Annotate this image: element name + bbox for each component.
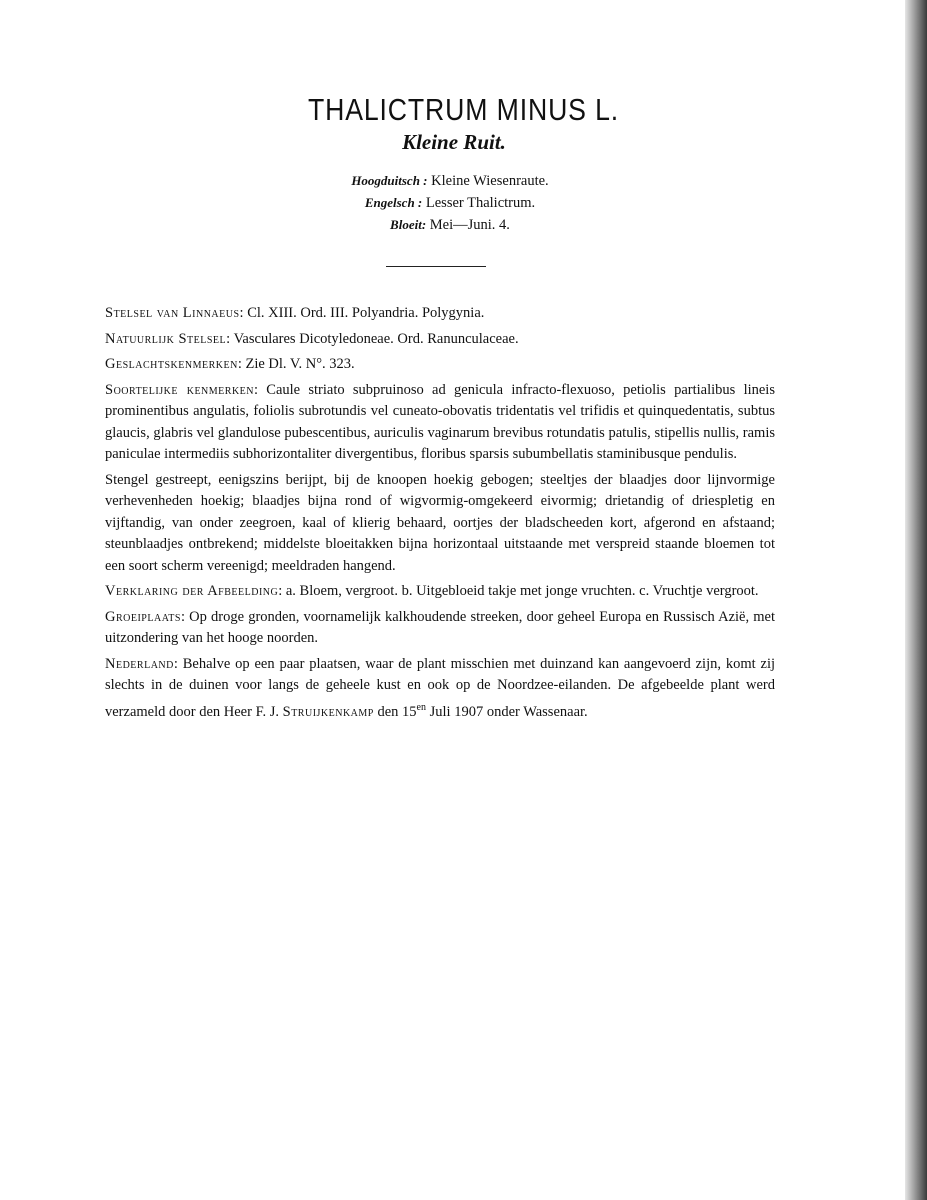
section-nederland: Nederland: Behalve op een paar plaatsen, waar de plant misschien met duinzand kan aangevoerd zijn, komt zij slechts in de duinen voor langs de geheele kust en ook op de Noordzee-eilanden. De afgebeelde plant werd verzameld door den Heer F. J. Struijkenkamp den $15^{en}$ Juli 1907 onder Wassenaar. [105,655,775,720]
section-label: Geslachtskenmerken [105,356,238,372]
section-verklaring: Verklaring der Afbeelding: a. Bloem, vergroot. b. Uitgebloeid takje met jonge vruchten. c. Vruchtje vergroot. [105,583,759,599]
section-geslacht: Geslachtskenmerken: Zie Dl. V. N°. 323. [105,356,355,372]
name-label: Engelsch : [364,195,423,210]
section-text: Zie Dl. V. N°. 323. [245,356,355,372]
name-label: Hoogduitsch : [351,173,428,188]
section-text: Juli 1907 onder Wassenaar. [429,703,588,720]
common-names [250,170,650,236]
section-text: Caule striato subpruinoso ad genicula infracto-flexuoso, petiolis partialibus lineis prominentibus angulatis, foliolis subrotundis vel cuneato-obovatis tridentatis vel trifidis et quinquedentatis, subtus glaucis, glabris vel glandulose pubescentibus, auriculis vaginarum brevibus rotundatis patulis, stipellis nullis, ramis paniculae intermediis subhorizontaliter divergentibus, floribus sparsis subumbellatis staminibusque pendulis. [105,381,775,462]
section-text: Stengel gestreept, eenigszins berijpt, bij de knoopen hoekig gebogen; steeltjes der blaadjes door lijnvormige verhevenheden hoekig; blaadjes bijna rond of wigvormig-omgekeerd eivormig; drietandig of driespletig en vijftandig, van onder zeegroen, kaal of klierig behaard, oortjes der bladscheeden kort, afgerond en afstaand; steunblaadjes ontbrekend; middelste bloeitakken bijna horizontaal uitstaande met verspreid staande bloemen tot een soort scherm vereenigd; meeldraden hangend. [105,471,775,574]
section-text: Op droge gronden, voornamelijk kalkhoudende streeken, door geheel Europa en Russisch Azië, met uitzondering van het hooge noorden. [105,608,775,646]
page-subtitle: Kleine Ruit. [402,130,506,154]
section-text: Vasculares Dicotyledoneae. Ord. Ranunculaceae. [233,330,519,347]
collector-name: Struijkenkamp [282,703,374,720]
section-groeiplaats: Groeiplaats: Op droge gronden, voornamelijk kalkhoudende streeken, door geheel Europa en Russisch Azië, met uitzondering van het hooge noorden. [105,608,775,646]
section-stengel [105,470,775,578]
section-text: Cl. XIII. Ord. III. Polyandria. Polygynia. [247,305,485,321]
section-soort: Soortelijke kenmerken: Caule striato subpruinoso ad genicula infracto-flexuoso, petiolis partialibus lineis prominentibus angulatis, foliolis subrotundis vel cuneato-obovatis tridentatis vel trifidis et quinquedentatis, subtus glaucis, glabris vel glandulose pubescentibus, auriculis vaginarum brevibus rotundatis patulis, stipellis nullis, ramis paniculae intermediis subhorizontaliter divergentibus, floribus sparsis subumbellatis staminibusque pendulis. [105,381,775,462]
section-label: Groeiplaats [105,608,181,625]
divider-rule [386,266,486,267]
section-text: a. Bloem, vergroot. b. Uitgebloeid takje met jonge vruchten. c. Vruchtje vergroot. [285,583,759,599]
section-text: Behalve op een paar plaatsen, waar de plant misschien met duinzand kan aangevoerd zijn, komt zij slechts in de duinen voor langs de geheele kust en ook op de Noordzee-eilanden. De afgebeelde plant werd verzameld door den Heer F. J. [105,655,775,720]
flowering-time [250,214,650,236]
section-label: Stelsel van Linnaeus [105,305,240,321]
page-title: THALICTRUM MINUS L. [307,92,620,127]
page-edge-shadow [905,0,927,1200]
section-text: den 15 [377,703,417,720]
section-label: Nederland [105,655,174,672]
name-value: Mei—Juni. 4. [429,217,510,233]
name-german [250,170,650,192]
section-label: Natuurlijk Stelsel [105,330,227,347]
name-value: Lesser Thalictrum. [425,195,536,211]
ordinal-suffix: en [416,701,426,713]
section-stelsel: Stelsel van Linnaeus: Cl. XIII. Ord. III. Polyandria. Polygynia. [105,305,485,321]
name-value: Kleine Wiesenraute. [431,173,549,189]
section-natuurlijk: Natuurlijk Stelsel: Vasculares Dicotyledoneae. Ord. Ranunculaceae. [105,330,519,347]
section-label: Verklaring der Afbeelding [105,583,279,599]
description-body [105,303,775,727]
name-label: Bloeit: [390,217,427,232]
name-english [250,192,650,214]
section-label: Soortelijke kenmerken [105,381,254,398]
